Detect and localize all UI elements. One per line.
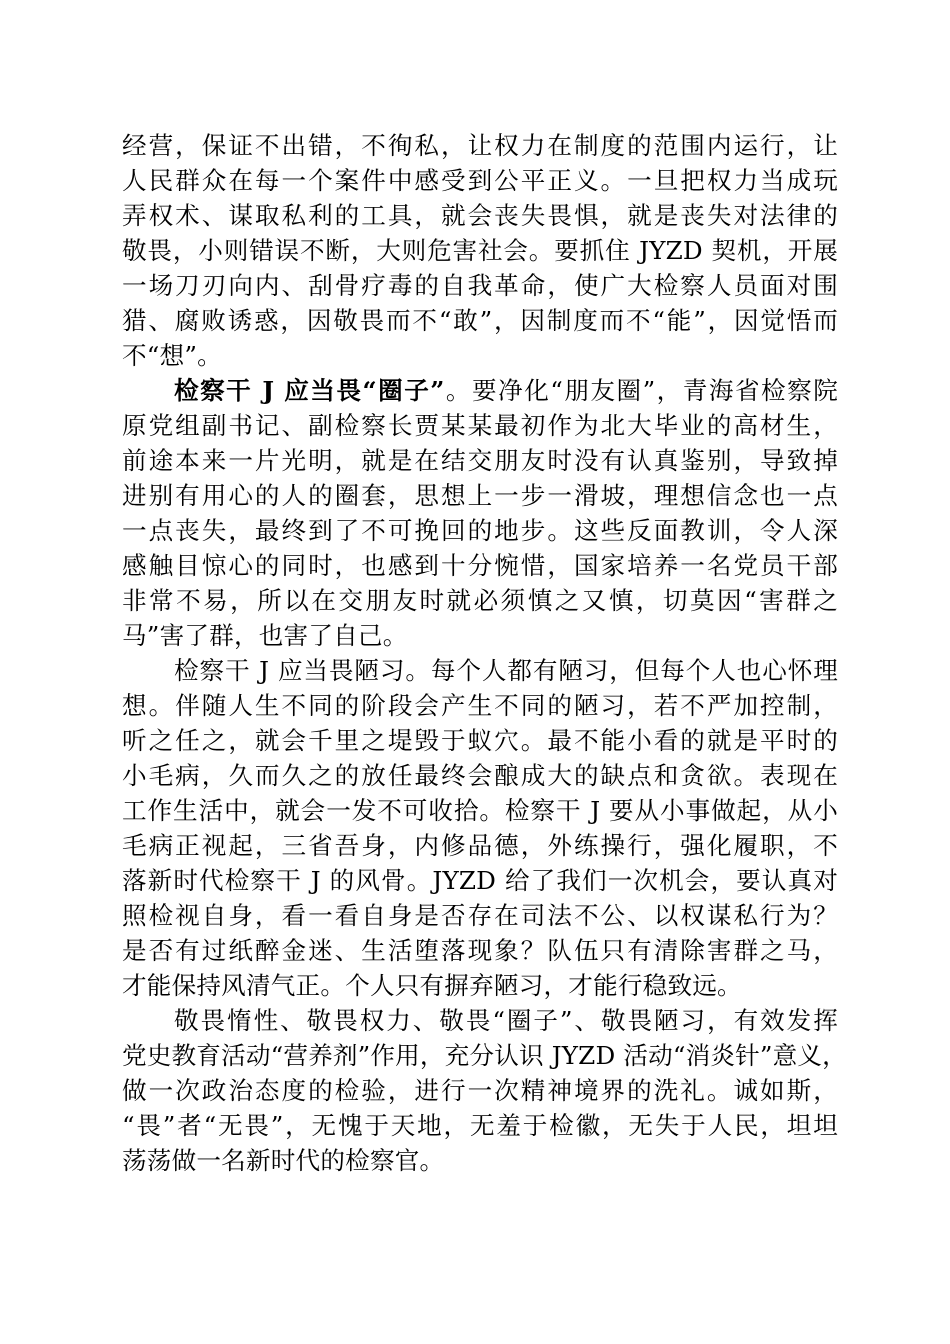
paragraph-line: 荡荡做一名新时代的检察官。 (122, 1146, 445, 1175)
paragraph-line: 照检视自身，看一看自身是否存在司法不公、以权谋私行为？ (122, 901, 838, 930)
paragraph-line: 猎、腐败诱惑，因敬畏而不“敢”，因制度而不“能”，因觉悟而 (122, 306, 838, 335)
paragraph-line: 想。伴随人生不同的阶段会产生不同的陋习，若不严加控制， (122, 691, 838, 720)
heading-followup-text: 。要净化“朋友圈”，青海省检察院 (444, 376, 838, 405)
paragraph-line: 工作生活中，就会一发不可收拾。检察干 J 要从小事做起，从小 (122, 796, 838, 825)
paragraph-line: 是否有过纸醉金迷、生活堕落现象？队伍只有清除害群之马， (122, 936, 838, 965)
paragraph-line: 非常不易，所以在交朋友时就必须慎之又慎，切莫因“害群之 (122, 586, 838, 615)
paragraph-line: 敬畏，小则错误不断，大则危害社会。要抓住 JYZD 契机，开展 (122, 236, 838, 265)
paragraph-line: 马”害了群，也害了自己。 (122, 621, 408, 650)
paragraph-line: 才能保持风清气正。个人只有摒弃陋习，才能行稳致远。 (122, 971, 742, 1000)
paragraph-line: “畏”者“无畏”，无愧于天地，无羞于检徽，无失于人民，坦坦 (122, 1111, 838, 1140)
document-body (122, 128, 847, 1178)
paragraph-first-line: 敬畏惰性、敬畏权力、敬畏“圈子”、敬畏陋习，有效发挥 (174, 1006, 838, 1035)
paragraph-3 (122, 653, 838, 1003)
paragraph-line: 进别有用心的人的圈套，思想上一步一滑坡，理想信念也一点 (122, 481, 838, 510)
paragraph-first-line: 检察干 J 应当畏陋习。每个人都有陋习，但每个人也心怀理 (174, 656, 838, 685)
paragraph-line: 小毛病，久而久之的放任最终会酿成大的缺点和贪欲。表现在 (122, 761, 838, 790)
paragraph-4 (122, 1003, 847, 1178)
section-heading: 检察干 J 应当畏“圈子” (174, 376, 445, 405)
paragraph-line: 不“想”。 (122, 341, 222, 370)
paragraph-line: 党史教育活动“营养剂”作用，充分认识 JYZD 活动“消炎针”意义， (122, 1041, 847, 1070)
paragraph-line: 原党组副书记、副检察长贾某某最初作为北大毕业的高材生， (122, 411, 838, 440)
paragraph-line: 毛病正视起，三省吾身，内修品德，外练操行，强化履职，不 (122, 831, 838, 860)
paragraph-2 (122, 373, 838, 653)
paragraph-line: 弄权术、谋取私利的工具，就会丧失畏惧，就是丧失对法律的 (122, 201, 838, 230)
paragraph-line: 前途本来一片光明，就是在结交朋友时没有认真鉴别，导致掉 (122, 446, 838, 475)
paragraph-line: 落新时代检察干 J 的风骨。JYZD 给了我们一次机会，要认真对 (122, 866, 838, 895)
paragraph-line: 感触目惊心的同时，也感到十分惋惜，国家培养一名党员干部 (122, 551, 838, 580)
paragraph-line: 做一次政治态度的检验，进行一次精神境界的洗礼。诚如斯， (122, 1076, 838, 1105)
paragraph-first-line (122, 373, 838, 408)
paragraph-line: 听之任之，就会千里之堤毁于蚁穴。最不能小看的就是平时的 (122, 726, 838, 755)
paragraph-line: 一点丧失，最终到了不可挽回的地步。这些反面教训，令人深 (122, 516, 838, 545)
paragraph-line: 一场刀刃向内、刮骨疗毒的自我革命，使广大检察人员面对围 (122, 271, 838, 300)
paragraph-line: 经营，保证不出错，不徇私，让权力在制度的范围内运行，让 (122, 131, 838, 160)
paragraph-1 (122, 128, 838, 373)
paragraph-line: 人民群众在每一个案件中感受到公平正义。一旦把权力当成玩 (122, 166, 838, 195)
